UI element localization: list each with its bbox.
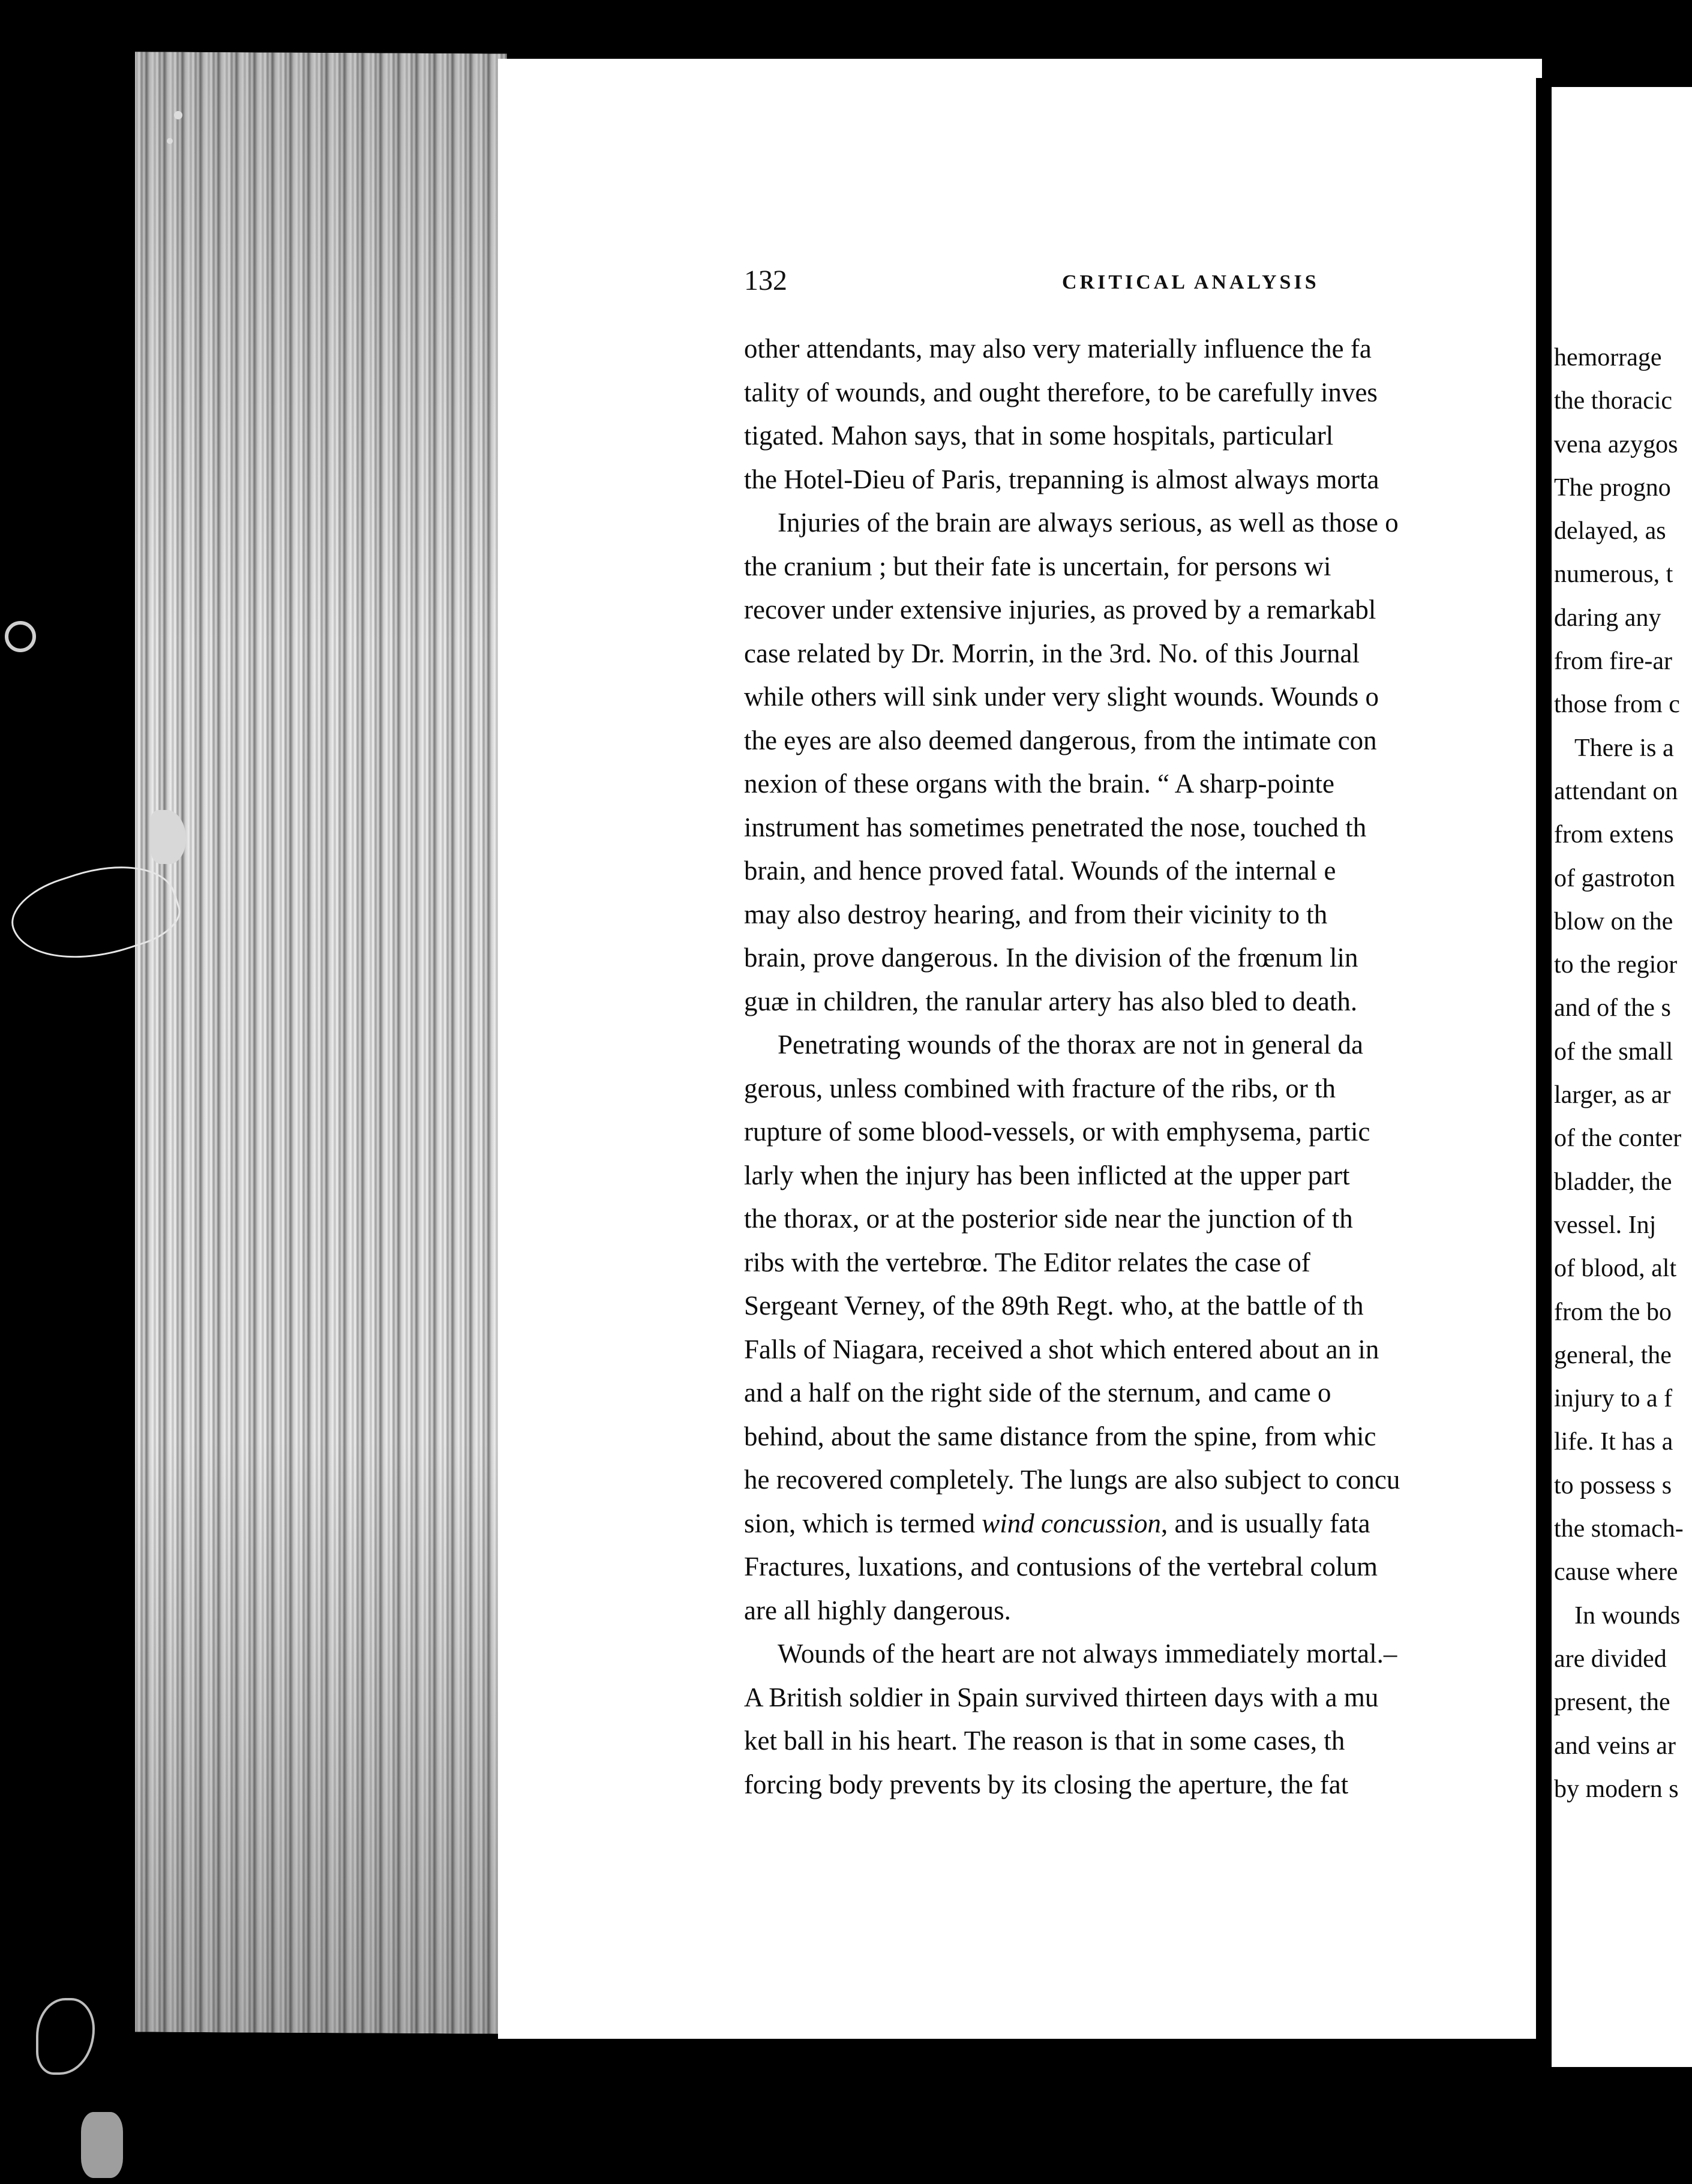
right-line: present, the xyxy=(1554,1688,1670,1717)
right-line: larger, as ar xyxy=(1554,1081,1671,1109)
left-line: nexion of these organs with the brain. “ A sharp-pointe xyxy=(744,769,1334,799)
dust-speck xyxy=(36,1998,95,2075)
right-line: of blood, alt xyxy=(1554,1255,1677,1283)
right-line: the thoracic xyxy=(1554,387,1673,415)
left-line: are all highly dangerous. xyxy=(744,1595,1011,1625)
left-line: Wounds of the heart are not always immediately mortal.– xyxy=(778,1639,1397,1669)
left-line: tigated. Mahon says, that in some hospitals, particularl xyxy=(744,421,1334,451)
right-line: the stomach- xyxy=(1554,1515,1684,1543)
left-line: the thorax, or at the posterior side near the junction of th xyxy=(744,1204,1353,1234)
left-line: behind, about the same distance from the spine, from whic xyxy=(744,1421,1376,1451)
right-line: from the bo xyxy=(1554,1298,1672,1326)
right-line: from fire-ar xyxy=(1554,647,1673,676)
left-page-text xyxy=(744,327,1536,1806)
right-line: In wounds xyxy=(1574,1601,1681,1630)
left-line: may also destroy hearing, and from their vicinity to th xyxy=(744,899,1328,929)
left-line: tality of wounds, and ought therefore, to be carefully inves xyxy=(744,377,1378,407)
right-line: There is a xyxy=(1574,734,1674,762)
left-line: Fractures, luxations, and contusions of the vertebral colum xyxy=(744,1552,1378,1582)
left-line: he recovered completely. The lungs are also subject to concu xyxy=(744,1465,1400,1495)
left-line: brain, and hence proved fatal. Wounds of the internal e xyxy=(744,856,1336,886)
left-line: larly when the injury has been inflicted at the upper part xyxy=(744,1160,1350,1190)
right-line: cause where xyxy=(1554,1558,1678,1586)
right-page-text xyxy=(1554,336,1692,1811)
left-line: guæ in children, the ranular artery has also bled to death. xyxy=(744,986,1358,1016)
right-line: numerous, t xyxy=(1554,560,1673,589)
left-line: instrument has sometimes penetrated the nose, touched th xyxy=(744,812,1367,842)
right-line: hemorrage xyxy=(1554,344,1662,371)
right-line: delayed, as xyxy=(1554,517,1666,545)
right-line: The progno xyxy=(1554,473,1671,502)
right-line: vena azygos xyxy=(1554,430,1678,458)
right-line: of the conter xyxy=(1554,1124,1682,1153)
dust-speck xyxy=(81,2112,123,2178)
right-line: bladder, the xyxy=(1554,1168,1672,1196)
right-line: by modern s xyxy=(1554,1775,1679,1803)
left-line: the cranium ; but their fate is uncertain, for persons wi xyxy=(744,551,1331,581)
left-line: Penetrating wounds of the thorax are not in general da xyxy=(778,1030,1363,1060)
right-line: those from c xyxy=(1554,691,1680,719)
running-head-title: CRITICAL ANALYSIS xyxy=(1062,271,1319,293)
right-line: and veins ar xyxy=(1554,1732,1676,1760)
right-line: are divided xyxy=(1554,1645,1667,1673)
left-line: other attendants, may also very materially influence the fa xyxy=(744,334,1372,364)
left-line: recover under extensive injuries, as proved by a remarkabl xyxy=(744,595,1376,625)
book-page-edges xyxy=(135,52,507,2033)
left-line: and a half on the right side of the sternum, and came o xyxy=(744,1378,1331,1408)
left-line: Injuries of the brain are always serious, as well as those o xyxy=(778,508,1399,538)
right-line: of the small xyxy=(1554,1037,1673,1066)
left-line: rupture of some blood-vessels, or with emphysema, partic xyxy=(744,1117,1370,1147)
left-line: forcing body prevents by its closing the aperture, the fat xyxy=(744,1769,1349,1799)
page-number: 132 xyxy=(744,265,787,296)
left-line: Sergeant Verney, of the 89th Regt. who, at the battle of th xyxy=(744,1291,1364,1321)
left-line: A British soldier in Spain survived thirteen days with a mu xyxy=(744,1682,1379,1712)
right-line: life. It has a xyxy=(1554,1428,1673,1456)
right-line: injury to a f xyxy=(1554,1385,1673,1413)
right-line: from extens xyxy=(1554,821,1674,849)
left-line: ribs with the vertebrœ. The Editor relates the case of xyxy=(744,1247,1310,1277)
left-line: Falls of Niagara, received a shot which entered about an in xyxy=(744,1334,1379,1364)
left-line: brain, prove dangerous. In the division of the frœnum lin xyxy=(744,943,1358,973)
left-line: the Hotel-Dieu of Paris, trepanning is almost always morta xyxy=(744,464,1379,494)
left-line: while others will sink under very slight wounds. Wounds o xyxy=(744,682,1379,712)
right-line: vessel. Inj xyxy=(1554,1211,1657,1239)
left-line: ket ball in his heart. The reason is that in some cases, th xyxy=(744,1726,1345,1756)
right-line: attendant on xyxy=(1554,777,1678,805)
left-line: gerous, unless combined with fracture of the ribs, or th xyxy=(744,1073,1336,1103)
right-line: blow on the xyxy=(1554,907,1673,935)
right-line: to possess s xyxy=(1554,1471,1672,1499)
dust-speck xyxy=(174,111,182,119)
dust-speck xyxy=(167,138,173,144)
book-gutter xyxy=(1536,78,1552,2058)
left-line: case related by Dr. Morrin, in the 3rd. No. of this Journal xyxy=(744,638,1360,668)
left-line: the eyes are also deemed dangerous, from the intimate con xyxy=(744,725,1377,755)
right-line: to the regior xyxy=(1554,951,1678,979)
left-line: sion, which is termed wind concussion, and is usually fata xyxy=(744,1508,1370,1538)
right-line: of gastroton xyxy=(1554,864,1675,892)
right-line: general, the xyxy=(1554,1341,1672,1369)
right-line: and of the s xyxy=(1554,994,1671,1022)
dust-speck xyxy=(5,621,36,652)
right-line: daring any xyxy=(1554,604,1661,632)
